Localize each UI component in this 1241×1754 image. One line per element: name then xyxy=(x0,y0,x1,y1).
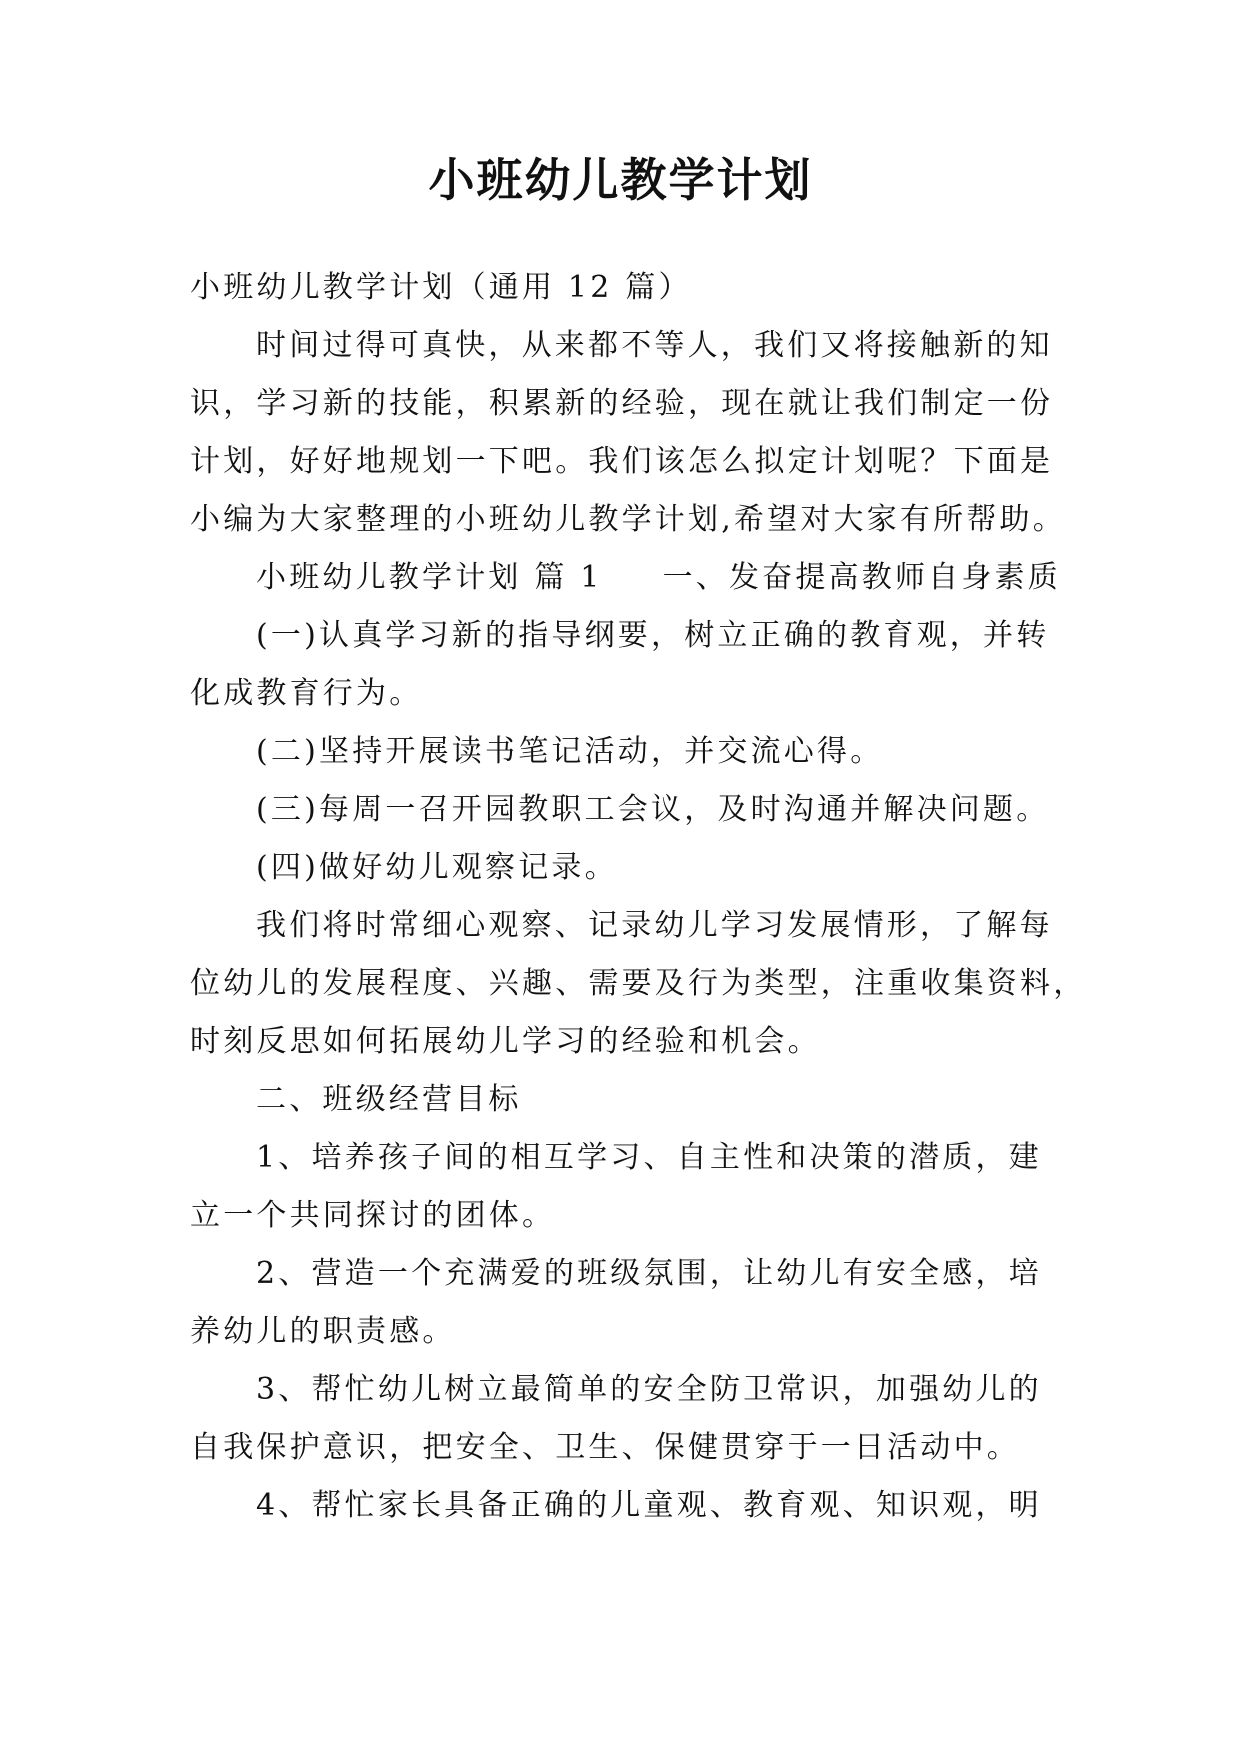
paragraph-line: 自我保护意识，把安全、卫生、保健贯穿于一日活动中。 xyxy=(190,1430,1020,1465)
paragraph-line: 时间过得可真快，从来都不等人，我们又将接触新的知 xyxy=(256,328,1053,363)
paragraph-line: 1、培养孩子间的相互学习、自主性和决策的潜质，建 xyxy=(256,1140,1042,1175)
paragraph-line: 我们将时常细心观察、记录幼儿学习发展情形，了解每 xyxy=(256,908,1053,943)
paragraph-line: 3、帮忙幼儿树立最简单的安全防卫常识，加强幼儿的 xyxy=(256,1372,1042,1407)
paragraph-line: 识，学习新的技能，积累新的经验，现在就让我们制定一份 xyxy=(190,386,1054,421)
section-heading-line xyxy=(256,556,1061,600)
subtitle-line: 小班幼儿教学计划（通用 12 篇） xyxy=(190,270,692,305)
paragraph-line: 养幼儿的职责感。 xyxy=(190,1314,456,1349)
paragraph-line: (二)坚持开展读书笔记活动，并交流心得。 xyxy=(256,734,884,769)
paragraph-line: (一)认真学习新的指导纲要，树立正确的教育观，并转 xyxy=(256,618,1050,653)
section-label: 小班幼儿教学计划 篇 1 xyxy=(256,560,603,595)
paragraph-line: (四)做好幼儿观察记录。 xyxy=(256,850,618,885)
section-heading: 二、班级经营目标 xyxy=(256,1082,522,1117)
paragraph-line: 小编为大家整理的小班幼儿教学计划,希望对大家有所帮助。 xyxy=(190,502,1066,537)
paragraph-line: 时刻反思如何拓展幼儿学习的经验和机会。 xyxy=(190,1024,821,1059)
paragraph-line: 计划，好好地规划一下吧。我们该怎么拟定计划呢？下面是 xyxy=(190,444,1054,479)
document-title: 小班幼儿教学计划 xyxy=(428,153,813,207)
paragraph-line: 立一个共同探讨的团体。 xyxy=(190,1198,556,1233)
section-heading: 一、发奋提高教师自身素质 xyxy=(662,560,1061,595)
paragraph-line: 2、营造一个充满爱的班级氛围，让幼儿有安全感，培 xyxy=(256,1256,1042,1291)
paragraph-line: 位幼儿的发展程度、兴趣、需要及行为类型，注重收集资料， xyxy=(190,966,1087,1001)
paragraph-line: 化成教育行为。 xyxy=(190,676,423,711)
paragraph-line: 4、帮忙家长具备正确的儿童观、教育观、知识观，明 xyxy=(256,1488,1042,1523)
paragraph-line: (三)每周一召开园教职工会议，及时沟通并解决问题。 xyxy=(256,792,1050,827)
